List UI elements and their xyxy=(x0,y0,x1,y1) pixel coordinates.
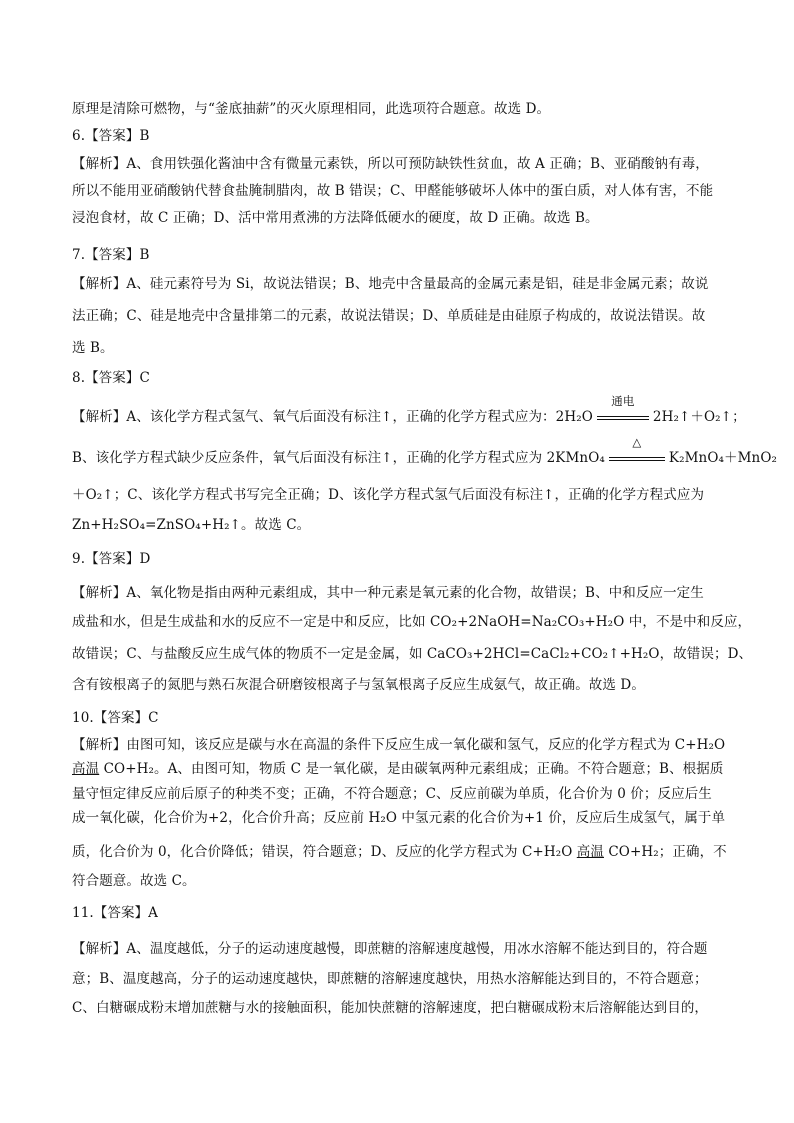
text-line: 成盐和水，但是生成盐和水的反应不一定是中和反应，比如 CO₂+2NaOH=Na₂CO₃+H₂O 中，不是中和反应， xyxy=(72,614,752,630)
text-line: 符合题意。故选 C。 xyxy=(72,873,196,889)
text-segment: 2H₂↑＋O₂↑； xyxy=(652,409,746,425)
text-line xyxy=(72,394,746,426)
text-line: 【解析】A、氧化物是指由两种元素组成，其中一种元素是氧元素的化合物，故错误；B、中和反应一定生 xyxy=(72,585,704,601)
text-line: 【解析】A、食用铁强化酱油中含有微量元素铁，所以可预防缺铁性贫血，故 A 正确；B、亚硝酸钠有毒， xyxy=(72,156,709,172)
text-line xyxy=(72,435,777,467)
text-segment: B、该化学方程式缺少反应条件，氧气后面没有标注↑，正确的化学方程式应为 2KMnO₄ xyxy=(72,450,605,466)
reaction-condition: 高温 xyxy=(576,844,604,860)
answer-8-heading: 8.【答案】C xyxy=(72,370,150,386)
text-line: 意；B、温度越高，分子的运动速度越快，即蔗糖的溶解速度越快，用热水溶解能达到目的，不符合题意； xyxy=(72,971,708,987)
text-line: 【解析】A、温度越低，分子的运动速度越慢，即蔗糖的溶解速度越慢，用冰水溶解不能达到目的，符合题 xyxy=(72,941,708,957)
text-line: C、白糖碾成粉末增加蔗糖与水的接触面积，能加快蔗糖的溶解速度，把白糖碾成粉末后溶解能达到目的， xyxy=(72,1000,709,1016)
text-segment: 【解析】A、该化学方程式氢气、氧气后面没有标注↑，正确的化学方程式应为：2H₂O xyxy=(72,409,593,425)
text-line: 故错误；C、与盐酸反应生成气体的物质不一定是金属，如 CaCO₃+2HCl=CaCl₂+CO₂↑+H₂O，故错误；D、 xyxy=(72,646,753,662)
text-line: 含有铵根离子的氮肥与熟石灰混合研磨铵根离子与氢氧根离子反应生成氨气，故正确。故选 D。 xyxy=(72,677,645,693)
text-line: 选 B。 xyxy=(72,340,114,356)
answer-6-heading: 6.【答案】B xyxy=(72,128,150,144)
reaction-arrow xyxy=(597,394,649,426)
text-line: 浸泡食材，故 C 正确；D、活中常用煮沸的方法降低硬水的硬度，故 D 正确。故选 B。 xyxy=(72,210,599,226)
text-line: 【解析】A、硅元素符号为 Si，故说法错误；B、地壳中含量最高的金属元素是铝，硅是非金属元素；故说 xyxy=(72,276,709,292)
reaction-arrow xyxy=(609,435,665,467)
text-segment: CO+H₂；正确，不 xyxy=(603,844,727,860)
text-line: ＋O₂↑；C、该化学方程式书写完全正确；D、该化学方程式氢气后面没有标注↑，正确的化学方程式应为 xyxy=(72,487,705,503)
reaction-condition: 通电 xyxy=(611,394,635,408)
text-segment: CO+H₂。A、由图可知，物质 C 是一氧化碳，是由碳氧两种元素组成；正确。不符合题意；B、根据质 xyxy=(99,761,724,777)
text-line: 量守恒定律反应前后原子的种类不变；正确，不符合题意；C、反应前碳为单质，化合价为 0 价；反应后生 xyxy=(72,786,712,802)
text-segment: K₂MnO₄＋MnO₂ xyxy=(668,450,777,466)
text-line: 原理是清除可燃物，与“釜底抽薪”的灭火原理相同，此选项符合题意。故选 D。 xyxy=(72,101,551,117)
text-line: 法正确；C、硅是地壳中含量排第二的元素，故说法错误；D、单质硅是由硅原子构成的，故说法错误。故 xyxy=(72,308,706,324)
reaction-condition: △ xyxy=(632,435,642,449)
text-line xyxy=(72,843,727,861)
text-segment: 质，化合价为 0，化合价降低；错误，符合题意；D、反应的化学方程式为 C+H₂O xyxy=(72,844,577,860)
answer-7-heading: 7.【答案】B xyxy=(72,247,150,263)
answer-9-heading: 9.【答案】D xyxy=(72,551,151,567)
text-line: 所以不能用亚硝酸钠代替食盐腌制腊肉，故 B 错误；C、甲醛能够破坏人体中的蛋白质，对人体有害，不能 xyxy=(72,183,714,199)
reaction-condition: 高温 xyxy=(72,761,100,777)
text-line: 成一氧化碳，化合价为+2，化合价升高；反应前 H₂O 中氢元素的化合价为+1 价，反应后生成氢气，属于单 xyxy=(72,810,726,826)
answer-10-heading: 10.【答案】C xyxy=(72,710,159,726)
text-line: Zn+H₂SO₄=ZnSO₄+H₂↑。故选 C。 xyxy=(72,517,311,533)
text-line xyxy=(72,760,724,778)
text-line: 【解析】由图可知，该反应是碳与水在高温的条件下反应生成一氧化碳和氢气，反应的化学方程式为 C+H₂O xyxy=(72,737,726,753)
answer-11-heading: 11.【答案】A xyxy=(72,905,159,921)
